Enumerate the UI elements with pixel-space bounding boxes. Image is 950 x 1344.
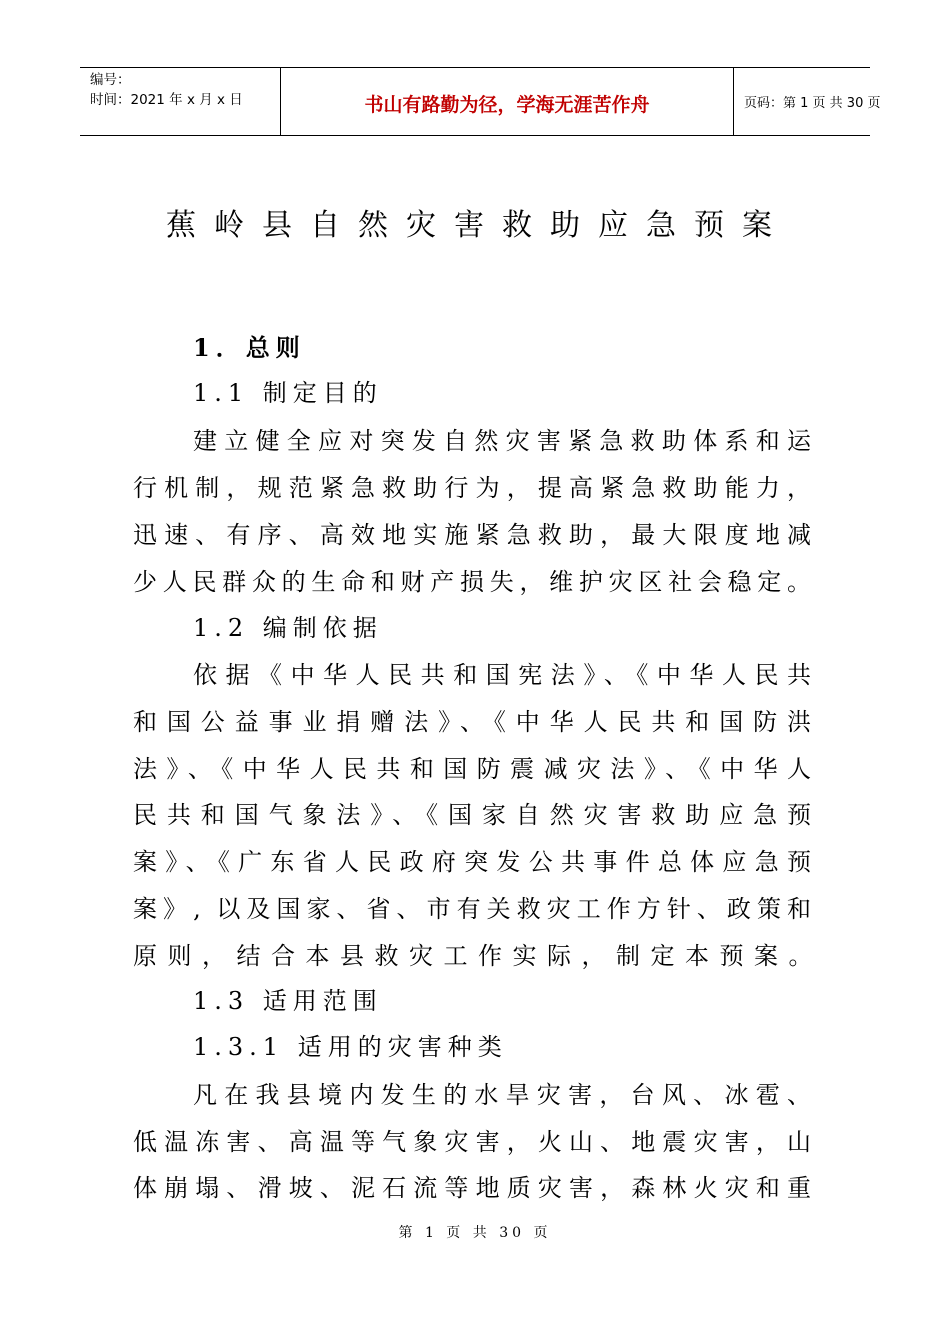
paragraph-line: 体崩塌、滑坡、泥石流等地质灾害，森林火灾和重 bbox=[133, 1174, 813, 1202]
document-title: 蕉岭县自然灾害救助应急预案 bbox=[166, 208, 790, 243]
document-number-label: 编号： bbox=[90, 72, 131, 88]
header-info-cell bbox=[80, 68, 281, 135]
paragraph-line: 少人民群众的生命和财产损失，维护灾区社会稳定。 bbox=[133, 568, 813, 596]
paragraph-line: 迅速、有序、高效地实施紧急救助，最大限度地减 bbox=[133, 521, 813, 549]
header-page-cell bbox=[734, 68, 881, 135]
subsection-heading-basis: 1.2 编制依据 bbox=[193, 614, 383, 642]
paragraph-line: 民共和国气象法》、《国家自然灾害救助应急预 bbox=[133, 801, 813, 829]
subsection-heading-scope: 1.3 适用范围 bbox=[193, 987, 383, 1015]
subsection-heading-purpose: 1.1 制定目的 bbox=[193, 379, 383, 407]
paragraph-line: 行机制，规范紧急救助行为，提高紧急救助能力， bbox=[133, 474, 813, 502]
page-footer: 第 1 页 共 30 页 bbox=[398, 1225, 552, 1241]
paragraph-line: 凡在我县境内发生的水旱灾害，台风、冰雹、 bbox=[193, 1081, 813, 1109]
paragraph-line: 和国公益事业捐赠法》、《中华人民共和国防洪 bbox=[133, 708, 813, 736]
paragraph-line: 案》, 以及国家、省、市有关救灾工作方针、政策和 bbox=[133, 895, 813, 923]
paragraph-line: 依据《中华人民共和国宪法》、《中华人民共 bbox=[193, 661, 813, 689]
header-motto-cell bbox=[281, 68, 734, 135]
section-heading-general: 1．总则 bbox=[193, 333, 306, 362]
paragraph-line: 建立健全应对突发自然灾害紧急救助体系和运 bbox=[193, 427, 813, 455]
document-date-label: 时间：2021 年 x 月 x 日 bbox=[90, 92, 243, 108]
paragraph-line: 低温冻害、高温等气象灾害，火山、地震灾害，山 bbox=[133, 1128, 813, 1156]
paragraph-line: 案》、《广东省人民政府突发公共事件总体应急预 bbox=[133, 848, 813, 876]
paragraph-line: 法》、《中华人民共和国防震减灾法》、《中华人 bbox=[133, 755, 813, 783]
subsection-heading-disaster-types: 1.3.1 适用的灾害种类 bbox=[193, 1033, 508, 1061]
header-motto: 书山有路勤为径，学海无涯苦作舟 bbox=[364, 94, 650, 116]
page-header bbox=[80, 67, 881, 136]
header-page-info: 页码：第 1 页 共 30 页 bbox=[744, 96, 881, 111]
paragraph-line: 原则，结合本县救灾工作实际，制定本预案。 bbox=[133, 942, 823, 970]
